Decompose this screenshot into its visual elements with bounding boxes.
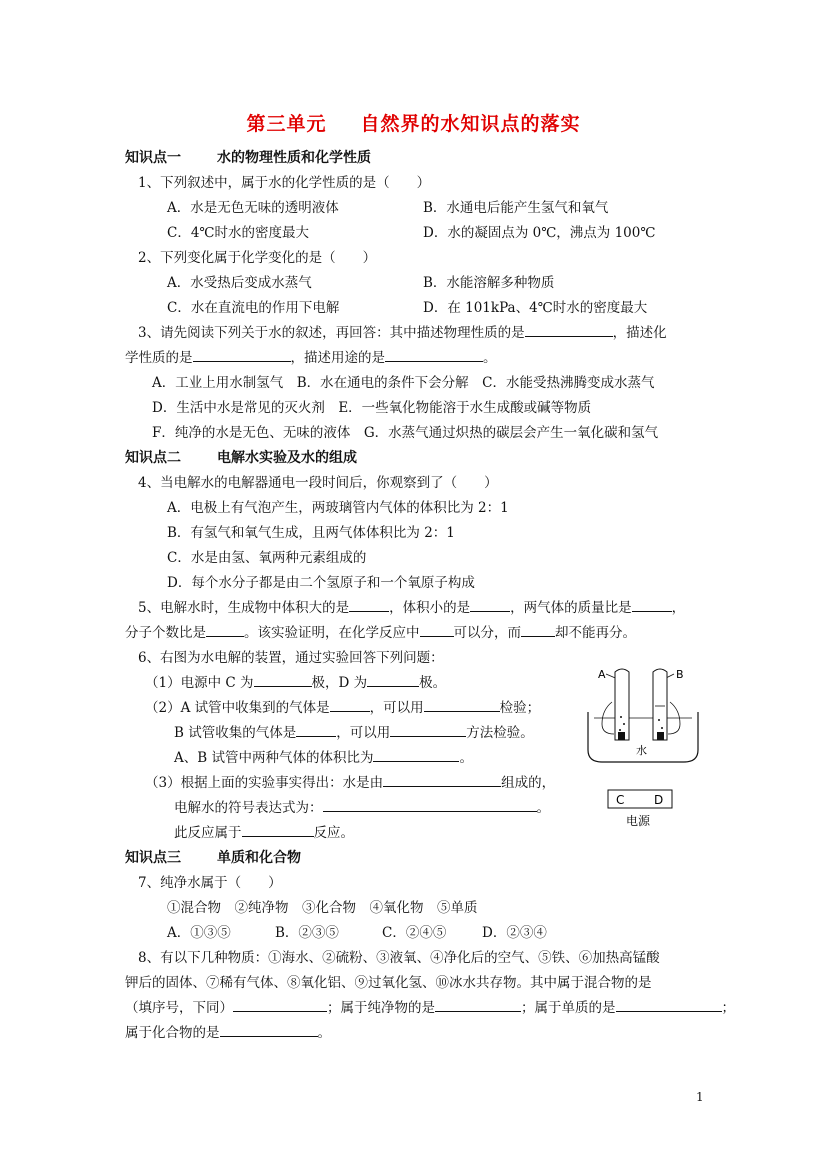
figure-label-a: A	[598, 668, 606, 681]
q7-items: ①混合物 ②纯净物 ③化合物 ④氧化物 ⑤单质	[167, 900, 478, 916]
title-topic: 自然界的水知识点的落实	[360, 113, 581, 135]
q8-line-2: 钾后的固体、⑦稀有气体、⑧氧化铝、⑨过氧化氢、⑩冰水共存物。其中属于混合物的是	[125, 975, 652, 991]
answer-blank[interactable]	[525, 324, 613, 337]
q8-line-3: （填序号，下同） ；属于纯净物的是 ；属于单质的是 ；	[125, 1000, 735, 1016]
q2-option-b: B．水能溶解多种物质	[423, 275, 555, 291]
q3-line-1: 3、请先阅读下列关于水的叙述，再回答：其中描述物理性质的是 ，描述化	[138, 325, 667, 341]
figure-caption: 电源	[626, 814, 651, 828]
q1-option-b: B．水通电后能产生氢气和氧气	[423, 200, 609, 216]
answer-blank[interactable]	[420, 624, 454, 637]
electrolysis-apparatus-figure	[578, 662, 708, 832]
answer-blank[interactable]	[383, 774, 501, 787]
answer-blank[interactable]	[220, 1024, 318, 1037]
answer-blank[interactable]	[632, 599, 672, 612]
q8-line-1: 8、有以下几种物质：①海水、②硫粉、③液氧、④净化后的空气、⑤铁、⑥加热高锰酸	[138, 950, 660, 966]
q7-option-b: B．②③⑤	[275, 925, 339, 941]
q1-option-a: A．水是无色无味的透明液体	[167, 200, 339, 216]
q7-option-c: C．②④⑤	[382, 925, 447, 941]
answer-blank[interactable]	[349, 599, 389, 612]
answer-blank[interactable]	[254, 674, 312, 687]
answer-blank[interactable]	[367, 674, 419, 687]
answer-blank[interactable]	[470, 599, 510, 612]
q7-option-a: A．①③⑤	[167, 925, 231, 941]
answer-blank[interactable]	[521, 624, 555, 637]
q6-part-2a: （2）A 试管中收集到的气体是 ，可以用 检验；	[145, 700, 541, 716]
section-heading-3: 知识点三 单质和化合物	[125, 850, 301, 866]
q7-stem: 7、纯净水属于（ ）	[138, 875, 282, 891]
answer-blank[interactable]	[390, 724, 466, 737]
q5-line-2: 分子个数比是 。该实验证明，在化学反应中 可以分，而 却不能再分。	[125, 625, 636, 641]
q2-option-d: D．在 101kPa、4℃时水的密度最大	[423, 300, 648, 316]
section-heading-1: 知识点一 水的物理性质和化学性质	[125, 150, 371, 166]
q6-part-2c: A、B 试管中两种气体的体积比为 。	[174, 750, 473, 766]
page-title	[0, 109, 827, 136]
q6-part-2b: B 试管收集的气体是 ，可以用 方法检验。	[174, 725, 534, 741]
answer-blank[interactable]	[435, 999, 521, 1012]
answer-blank[interactable]	[323, 799, 537, 812]
q6-part-3a: （3）根据上面的实验事实得出：水是由 组成的，	[145, 775, 556, 791]
answer-blank[interactable]	[616, 999, 722, 1012]
answer-blank[interactable]	[296, 724, 336, 737]
q6-part-3b: 电解水的符号表达式为： 。	[174, 800, 550, 816]
answer-blank[interactable]	[330, 699, 370, 712]
page-number: 1	[696, 1090, 704, 1104]
answer-blank[interactable]	[233, 999, 327, 1012]
q6-part-3c: 此反应属于 反应。	[174, 825, 354, 841]
q4-option-c: C．水是由氢、氧两种元素组成的	[167, 550, 367, 566]
title-unit: 第三单元	[246, 113, 327, 135]
answer-blank[interactable]	[373, 749, 459, 762]
q8-line-4: 属于化合物的是 。	[125, 1025, 331, 1041]
figure-label-c: C	[616, 793, 625, 807]
q1-stem: 1、下列叙述中，属于水的化学性质的是（ ）	[138, 175, 431, 191]
q1-option-c: C．4℃时水的密度最大	[167, 225, 310, 241]
answer-blank[interactable]	[385, 349, 483, 362]
answer-blank[interactable]	[424, 699, 500, 712]
q4-stem: 4、当电解水的电解器通电一段时间后，你观察到了（ ）	[138, 475, 498, 491]
q5-line-1: 5、电解水时，生成物中体积大的是 ，体积小的是 ，两气体的质量比是 ，	[138, 600, 686, 616]
q2-stem: 2、下列变化属于化学变化的是（ ）	[138, 250, 377, 266]
q3-line-2: 学性质的是 ，描述用途的是 。	[125, 350, 497, 366]
q4-option-a: A．电极上有气泡产生，两玻璃管内气体的体积比为 2：1	[167, 500, 509, 516]
q7-option-d: D．②③④	[482, 925, 547, 941]
q6-part-1: （1）电源中 C 为 极，D 为 极。	[145, 675, 447, 691]
figure-label-b: B	[676, 668, 684, 681]
q4-option-b: B．有氢气和氧气生成，且两气体体积比为 2：1	[167, 525, 455, 541]
q3-options-3: F．纯净的水是无色、无味的液体 G．水蒸气通过炽热的碳层会产生一氧化碳和氢气	[152, 425, 659, 441]
section-heading-2: 知识点二 电解水实验及水的组成	[125, 450, 357, 466]
q3-options-1: A．工业上用水制氢气 B．水在通电的条件下会分解 C．水能受热沸腾变成水蒸气	[152, 375, 655, 391]
q1-option-d: D．水的凝固点为 0℃，沸点为 100℃	[423, 225, 656, 241]
q2-option-a: A．水受热后变成水蒸气	[167, 275, 312, 291]
q6-stem: 6、右图为水电解的装置，通过实验回答下列问题：	[138, 650, 444, 666]
answer-blank[interactable]	[242, 824, 314, 837]
q3-options-2: D．生活中水是常见的灭火剂 E．一些氧化物能溶于水生成酸或碱等物质	[152, 400, 592, 416]
answer-blank[interactable]	[193, 349, 291, 362]
figure-label-d: D	[654, 793, 664, 807]
q2-option-c: C．水在直流电的作用下电解	[167, 300, 340, 316]
figure-water-label: 水	[636, 744, 647, 757]
answer-blank[interactable]	[206, 624, 244, 637]
q4-option-d: D．每个水分子都是由二个氢原子和一个氧原子构成	[167, 575, 475, 591]
